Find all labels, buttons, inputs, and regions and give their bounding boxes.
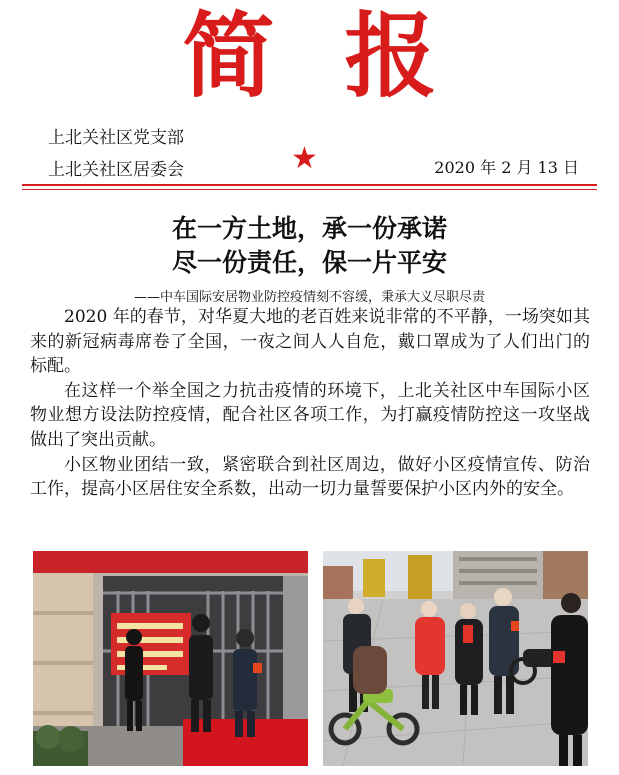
headline-line-1: 在一方土地，承一份承诺 [171,214,447,243]
issuer-residents-committee: 上北关社区居委会 [48,160,184,180]
header-divider-thick [22,184,597,186]
paragraph: 在这样一个举全国之力抗击疫情的环境下，上北关社区中车国际小区物业想方设法防控疫情，配合社区各项工作，为打赢疫情防控这一攻坚战做出了突出贡献。 [30,380,590,450]
photo-community-outdoor [323,551,588,766]
issue-date: 2020 年 2 月 13 日 [434,158,579,177]
header-divider-thin [22,189,597,190]
issuer-party-branch: 上北关社区党支部 [48,128,184,148]
paragraph: 2020 年的春节，对华夏大地的老百姓来说非常的不平静，一场突如其来的新冠病毒席卷了全国，一夜之间人人自危，戴口罩成为了人们出门的标配。 [30,307,590,377]
paragraph: 小区物业团结一致，紧密联合到社区周边，做好小区疫情宣传、防治工作，提高小区居住安全系数，出动一切力量誓要保护小区内外的安全。 [30,454,590,500]
photo-gate-checkpoint [33,551,308,766]
red-star-icon: ★ [291,141,318,176]
article-body [30,305,590,502]
article-subtitle: ——中车国际安居物业防控疫情刻不容缓，秉承大义尽职尽责 [133,290,485,305]
headline-line-2: 尽一份责任，保一片平安 [171,248,447,277]
masthead-title: 简报 [182,2,507,110]
